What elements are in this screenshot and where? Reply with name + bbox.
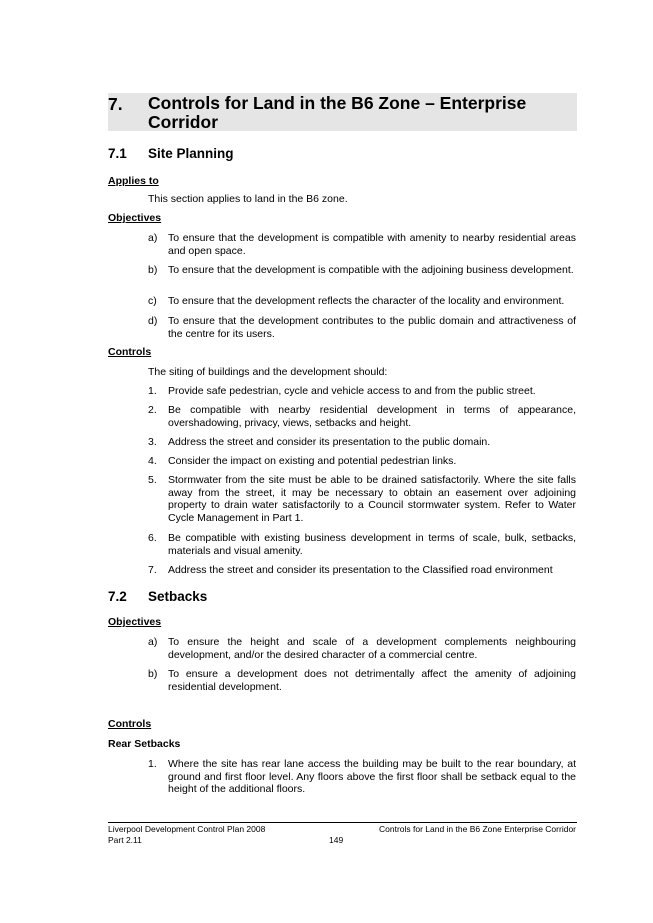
list-text: Stormwater from the site must be able to be drained satisfactorily. Where the site falls away from the street, it may be necessary to obtain an easement over adjoining property to drain water satisfactorily to a Council stormwater system. Refer to Water Cycle Management in Part 1. [168, 474, 576, 524]
section-number: 7.1 [108, 146, 127, 161]
objectives-heading: Objectives [108, 212, 162, 224]
chapter-number: 7. [108, 94, 123, 114]
list-text: To ensure a development does not detrimentally affect the amenity of adjoining residential development. [168, 668, 576, 693]
list-text: Consider the impact on existing and potential pedestrian links. [168, 455, 457, 467]
section-title: Site Planning [148, 146, 234, 161]
list-text: Address the street and consider its presentation to the public domain. [168, 436, 491, 448]
list-marker: 3. [148, 436, 157, 448]
list-text: To ensure that the development is compatible with the adjoining business development. [168, 264, 574, 276]
list-marker: a) [148, 636, 158, 648]
controls-intro: The siting of buildings and the development should: [148, 366, 388, 378]
footer-document-title: Liverpool Development Control Plan 2008 [108, 824, 266, 834]
list-marker: b) [148, 668, 158, 680]
list-marker: b) [148, 264, 158, 276]
list-marker: c) [148, 295, 157, 307]
controls-heading: Controls [108, 718, 152, 730]
applies-to-heading: Applies to [108, 175, 159, 187]
list-marker: 5. [148, 474, 157, 486]
list-text: To ensure that the development is compatible with amenity to nearby residential areas and open space. [168, 232, 576, 257]
section-number: 7.2 [108, 589, 127, 604]
footer-section-title: Controls for Land in the B6 Zone Enterprise Corridor [378, 824, 576, 834]
list-text: To ensure that the development reflects the character of the locality and environment. [168, 295, 565, 307]
page-number: 149 [329, 835, 344, 845]
list-marker: 6. [148, 532, 157, 544]
controls-heading: Controls [108, 346, 152, 358]
list-marker: d) [148, 315, 158, 327]
list-marker: 7. [148, 564, 157, 576]
list-text: Be compatible with existing business development in terms of scale, bulk, setbacks, materials and visual amenity. [168, 532, 576, 557]
list-text: Provide safe pedestrian, cycle and vehicle access to and from the public street. [168, 385, 536, 397]
list-text: To ensure that the development contributes to the public domain and attractiveness of the centre for its users. [168, 315, 576, 340]
list-marker: a) [148, 232, 158, 244]
list-text: To ensure the height and scale of a development complements neighbouring development, and/or the desired character of a commercial centre. [168, 636, 576, 661]
section-title: Setbacks [148, 589, 208, 604]
list-marker: 1. [148, 758, 157, 770]
footer-divider [108, 822, 577, 823]
list-marker: 1. [148, 385, 157, 397]
list-text: Address the street and consider its presentation to the Classified road environment [168, 564, 553, 576]
rear-setbacks-heading: Rear Setbacks [108, 738, 181, 750]
applies-to-text: This section applies to land in the B6 zone. [148, 193, 348, 205]
footer-part: Part 2.11 [108, 835, 142, 845]
list-marker: 2. [148, 404, 157, 416]
chapter-title: Controls for Land in the B6 Zone – Enterprise Corridor [148, 93, 527, 132]
list-marker: 4. [148, 455, 157, 467]
list-text: Where the site has rear lane access the building may be built to the rear boundary, at ground and first floor level. Any floors above the first floor shall be setback equal to the height of the additional floors. [168, 758, 576, 795]
list-text: Be compatible with nearby residential development in terms of appearance, overshadowing, privacy, views, setbacks and height. [168, 404, 576, 429]
objectives-heading: Objectives [108, 616, 162, 628]
